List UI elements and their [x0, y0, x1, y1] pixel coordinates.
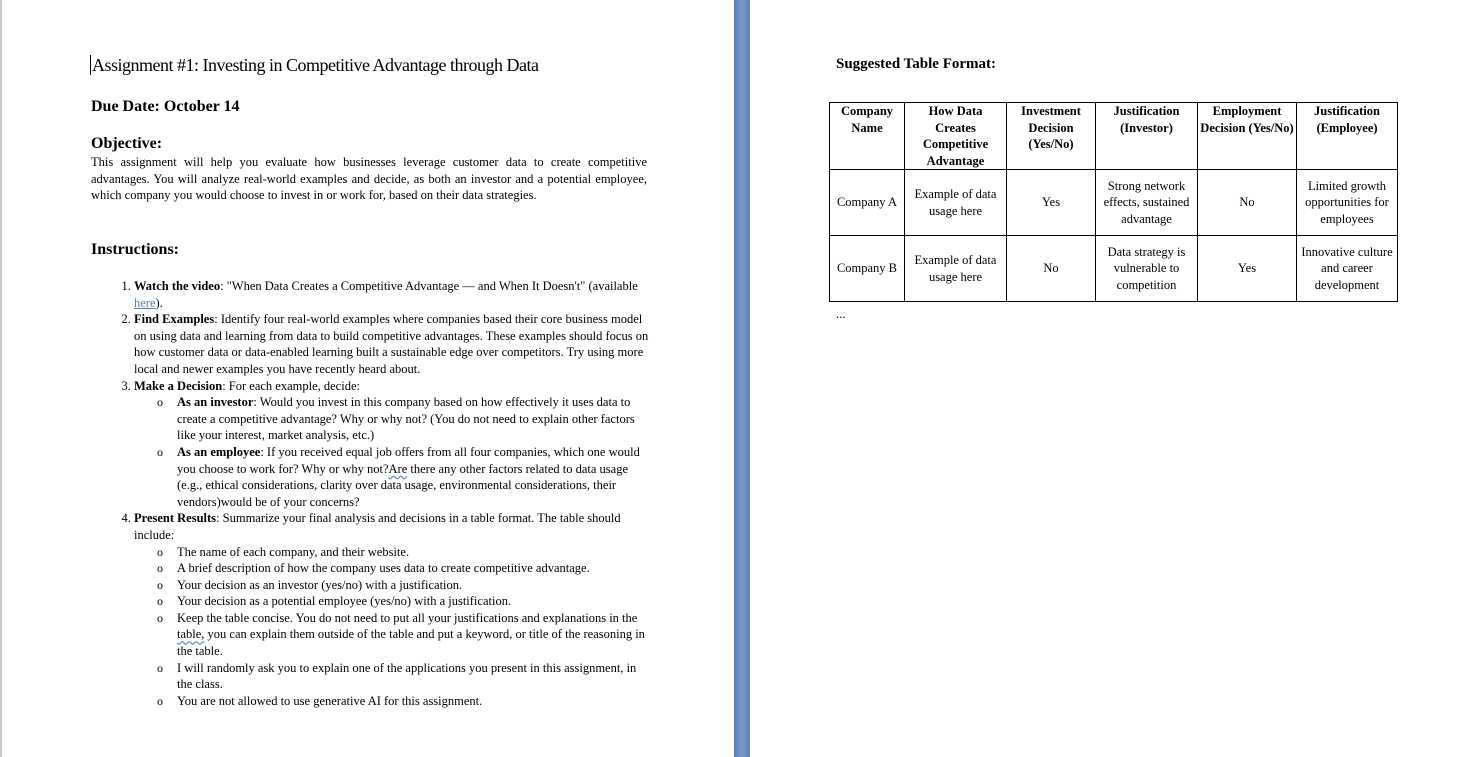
table-row: [830, 236, 1398, 302]
table-header-row: [830, 103, 1398, 170]
table-row: [830, 170, 1398, 236]
table-cell: No: [1198, 170, 1297, 236]
left-page: [0, 0, 734, 757]
step-find-examples: [134, 311, 649, 377]
table-cell: Strong network effects, sustained advantage: [1096, 170, 1198, 236]
step-text: : For each example, decide:: [222, 378, 360, 393]
due-date: Due Date: October 14: [91, 98, 240, 115]
header-cell: Investment Decision (Yes/No): [1007, 103, 1096, 170]
table-cell: Innovative culture and career development: [1297, 236, 1398, 302]
table-cell: Example of data usage here: [905, 170, 1007, 236]
list-item: o I will randomly ask you to explain one of the applications you present in this assignment, in the class.: [177, 660, 649, 693]
sub-label: As an investor: [177, 395, 254, 410]
step-label: Find Examples: [134, 312, 215, 327]
page-gap: [734, 0, 750, 757]
step-text: : "When Data Creates a Competitive Advantage — and When It Doesn't" (available: [220, 279, 638, 293]
header-cell: Employment Decision (Yes/No): [1198, 103, 1297, 170]
sub-text: : If you received equal job offers from all four companies, which one would you choose to work for? Why or why not?: [177, 444, 640, 476]
title-text: Assignment #1: Investing in Competitive Advantage through Data: [92, 55, 539, 75]
table-cell: Yes: [1007, 170, 1096, 236]
list-item: o Your decision as an investor (yes/no) with a justification.: [177, 577, 649, 594]
step-present-results: [134, 510, 649, 709]
ellipsis: ...: [836, 306, 846, 321]
table-heading: Suggested Table Format:: [836, 56, 997, 72]
step-text: : Identify four real-world examples where companies based their core business model on using data and learning from data to build competitive advantages. These examples should focus on how customer data or data-enabled learning built a sustainable edge over competitors. Try using more local and newer examples you have recently heard about.: [134, 312, 649, 376]
table-cell: Data strategy is vulnerable to competition: [1096, 236, 1198, 302]
objective-heading: Objective:: [91, 135, 163, 152]
spellcheck-word[interactable]: table,: [177, 627, 205, 642]
step-label: Present Results: [134, 511, 217, 526]
instruction-steps: [91, 278, 649, 709]
step-label: Make a Decision: [134, 378, 223, 393]
sub-text-end: you can explain them outside of the table and put a keyword, or title of the reasoning in the table.: [177, 627, 645, 659]
table-cell: Company A: [830, 170, 905, 236]
right-page: [750, 0, 1474, 757]
list-item: o Your decision as a potential employee (yes/no) with a justification.: [177, 593, 649, 610]
header-cell: Justification (Investor): [1096, 103, 1198, 170]
spellcheck-word[interactable]: Are: [388, 461, 408, 476]
document-title: [90, 55, 538, 76]
step-text: : Summarize your final analysis and decisions in a table format. The table should include:: [134, 511, 621, 542]
results-list: [134, 544, 649, 710]
header-cell: Company Name: [830, 103, 905, 170]
list-item: [177, 394, 649, 444]
sub-label: As an employee: [177, 444, 261, 459]
video-link[interactable]: here: [134, 295, 156, 310]
header-cell: Justification (Employee): [1297, 103, 1398, 170]
step-text-end: ).: [155, 295, 163, 310]
header-cell: How Data Creates Competitive Advantage: [905, 103, 1007, 170]
text-cursor: [90, 55, 91, 75]
list-item: o The name of each company, and their website.: [177, 544, 649, 561]
list-item: o A brief description of how the company uses data to create competitive advantage.: [177, 560, 649, 577]
table-cell: No: [1007, 236, 1096, 302]
table-cell: Company B: [830, 236, 905, 302]
decision-list: [134, 394, 649, 510]
list-item: [177, 610, 649, 660]
step-label: Watch the video: [134, 279, 221, 293]
instructions-heading: Instructions:: [91, 241, 180, 258]
step-make-decision: [134, 378, 649, 511]
sub-text: Keep the table concise. You do not need to put all your justifications and explanations in the: [177, 610, 638, 625]
sub-text: : Would you invest in this company based on how effectively it uses data to create a competitive advantage? Why or why not? (You do not need to explain other factors like your interest, market analysis, etc.): [177, 395, 635, 443]
objective-text: This assignment will help you evaluate how businesses leverage customer data to create competitive advantages. You will analyze real-world examples and decide, as both an investor and a potential employee, which company you would choose to invest in or work for, based on their data strategies.: [91, 155, 647, 203]
sub-text-end: there any other factors related to data usage (e.g., ethical considerations, clarity over data usage, environmental considerations, their vendors)would be of your concerns?: [177, 461, 629, 509]
step-watch-video: [134, 278, 649, 311]
table-cell: Limited growth opportunities for employees: [1297, 170, 1398, 236]
suggested-table: [829, 102, 1398, 302]
list-item: [177, 444, 649, 510]
table-cell: Yes: [1198, 236, 1297, 302]
table-cell: Example of data usage here: [905, 236, 1007, 302]
list-item: o You are not allowed to use generative AI for this assignment.: [177, 693, 649, 710]
